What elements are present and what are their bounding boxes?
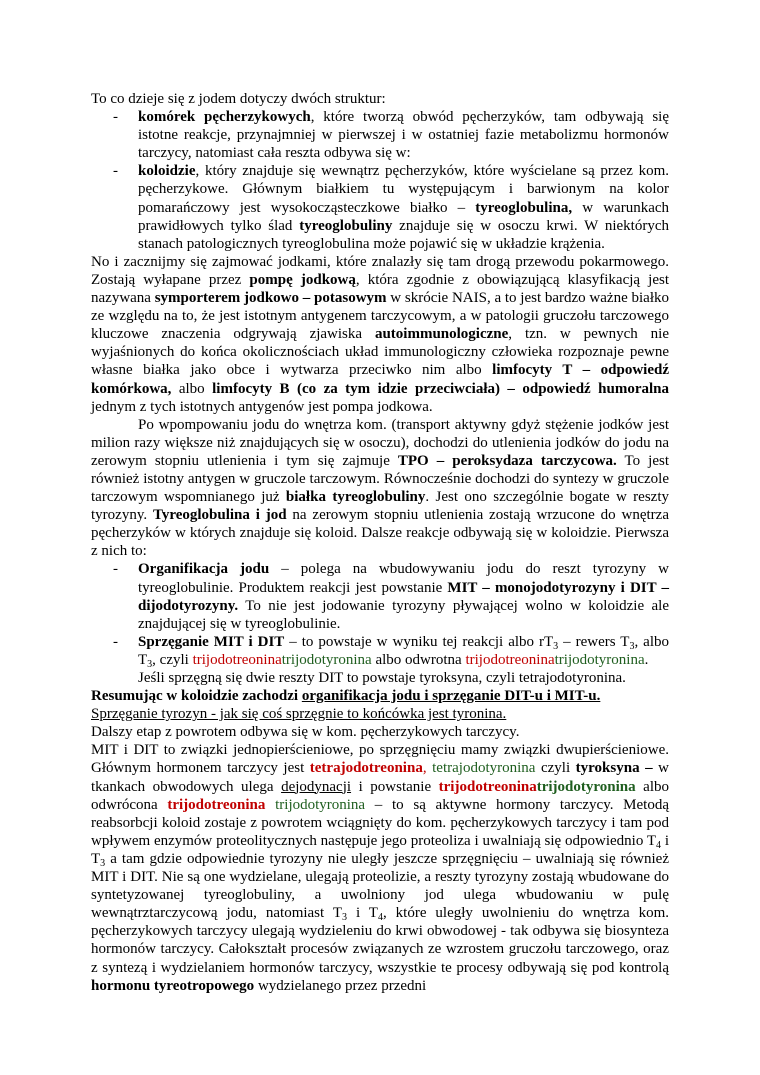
paragraph-next-stage: Dalszy etap z powrotem odbywa się w kom. pęcherzykowych tarczycy. (91, 724, 520, 741)
paragraph-hormones: MIT i DIT to związki jednopierścieniowe, po sprzęgnięciu mamy związki dwupierścieniowe. Głównym hormonem tarczycy jest tetrajodotreonina, tetrajodotyronina czyli tyroksyna – w tkankach obwodowych ulega dejodynacji i powstanie trijodotreoninatrijodotyronina albo odwrócona trijodotreonina trijodotyronina – to są aktywne hormony tarczycy. Metodą reabsorbcji koloid zostaje z powrotem wciągnięty do kom. pęcherzykowych tarczycy i tam pod wpływem enzymów proteolitycznych następuje jego proteoliza i uwalniają się odpowiednio $T_4$ i $T_3$ a tam gdzie odpowiednie tyrozyny nie uległy jeszcze sprzęgnięciu – uwalniają się również MIT i DIT. Nie są one wydzielane, ulegają proteolizie, a reszty tyrozyny zostają wbudowane do syntetyzowanej tyreoglobuliny, a uwolniony jod ulega wbudowaniu w pulę wewnątrztarczycową jodu, natomiast $T_3$ i $T_4$, które uległy uwolnieniu do wnętrza kom. pęcherzykowych tarczycy ulegają wydzieleniu do krwi obwodowej - tak odbywa się biosynteza hormonów tarczycy. Całokształt procesów związanych ze wzrostem gruczołu tarczowego, oraz z syntezą i wydzielaniem hormonów tarczycy, wszystkie te procesy odbywają się pod kontrolą hormonu tyreotropowego wydzielanego przez przedni (91, 742, 670, 994)
paragraph-summary: Resumując w koloidzie zachodzi organifikacja jodu i sprzęganie DIT-u i MIT-u. (91, 688, 601, 705)
paragraph-iodide-pump: No i zacznijmy się zajmować jodkami, które znalazły się tam drogą przewodu pokarmowego. Zostają wyłapane przez pompę jodkową, która zgodnie z obowiązującą klasyfikacją jest nazywana symporterem jodkowo – potasowym w skrócie NAIS, a to jest bardzo ważne białko ze względu na to, że jest istotnym antygenem tarczycowym, a w patologii gruczołu tarczowego kluczowe znaczenia odgrywają zjawiska autoimmunologiczne, tzn. w pewnych nie wyjaśnionych do końca okolicznościach układ immunologiczny człowieka rozpoznaje pewne własne białka jako obce i wytwarza przeciwko nim albo limfocyty T – odpowiedź komórkowa, albo limfocyty B (co za tym idzie przeciwciała) – odpowiedź humoralna jednym z tych istotnych antygenów jest pompa jodkowa. (91, 253, 670, 415)
intro-line: To co dzieje się z jodem dotyczy dwóch struktur: (91, 91, 386, 107)
structures-list (91, 108, 669, 253)
list-item-coupling: - Sprzęganie MIT i DIT – to powstaje w wyniku tej reakcji albo $rT_3$ – rewers $T_3$, albo $T_3$, czyli trijodotreoninatrijodotyronina albo odwrotna trijodotreoninatrijodotyronina. Jeśli sprzęgną się dwie reszty DIT to powstaje tyroksyna, czyli tetrajodotyronina. (91, 633, 669, 687)
paragraph-coupling-note: Sprzęganie tyrozyn - jak się coś sprzęgnie to końcówka jest tyronina. (91, 706, 507, 723)
list-item-organification: - Organifikacja jodu – polega na wbudowywaniu jodu do reszt tyrozyny w tyreoglobulinie. Produktem reakcji jest powstanie MIT – monojodotyrozyny i DIT – dijodotyrozyny. To nie jest jodowanie tyrozyny pływającej wolno w koloidzie ale znajdującej się w tyreoglobulinie. (91, 560, 669, 632)
paragraph-oxidation: Po wpompowaniu jodu do wnętrza kom. (transport aktywny gdyż stężenie jodków jest milion razy większe niż znajdujących się w osoczu), dochodzi do utlenienia jodków do jodu na zerowym stopniu utlenienia i tym się zajmuje TPO – peroksydaza tarczycowa. To jest również istotny antygen w gruczole tarczowym. Równocześnie dochodzi do syntezy w gruczole tarczowym wspomnianego już białka tyreoglobuliny. Jest ono szczególnie bogate w reszty tyrozyny. Tyreoglobulina i jod na zerowym stopniu utlenienia zostają wrzucone do wnętrza pęcherzyków w których znajduje się koloid. Dalsze reakcje odbywają się w koloidzie. Pierwsza z nich to: (91, 416, 670, 560)
list-item-colloid: - koloidzie, który znajduje się wewnątrz pęcherzyków, które wyścielane są przez kom. pęcherzykowe. Głównym białkiem tu występującym i barwionym na kolor pomarańczowy jest wysokocząsteczkowe białko – tyreoglobulina, w warunkach prawidłowych tylko ślad tyreoglobuliny znajduje się w osoczu krwi. W niektórych stanach patologicznych tyreoglobulina może pojawić się w układzie krążenia. (91, 162, 669, 252)
reactions-list (91, 560, 669, 687)
document-body (91, 90, 669, 995)
list-item-follicular-cells: - komórek pęcherzykowych, które tworzą obwód pęcherzyków, tam odbywają się istotne reakcje, przynajmniej w pierwszej i w ostatniej fazie metabolizmu hormonów tarczycy, natomiast cała reszta odbywa się w: (91, 108, 669, 162)
